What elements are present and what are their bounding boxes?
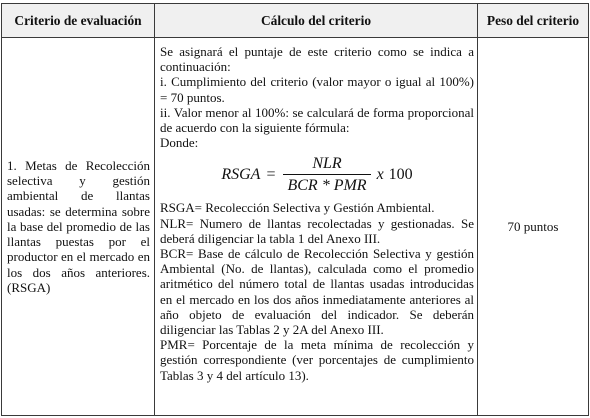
header-peso: Peso del criterio: [478, 4, 589, 38]
formula-denominator: BCR * PMR: [283, 174, 370, 194]
calc-item-ii: ii. Valor menor al 100%: se calculará de forma proporcional de acuerdo con la siguiente fórmula:: [160, 104, 474, 136]
calc-donde: Donde:: [160, 135, 199, 151]
header-calculo: Cálculo del criterio: [155, 4, 478, 38]
def-bcr: BCR= Base de cálculo de Recolección Selectiva y gestión Ambiental (No. de llantas), calculada como el promedio aritmético del número total de llantas usadas introducidas en el mercado en los dos años inmediatamente anteriores al año objeto de evaluación del indicador. Se deberán diligenciar las Tablas 2 y 2A del Anexo III.: [160, 246, 474, 338]
calc-intro: Se asignará el puntaje de este criterio como se indica a continuación:: [160, 44, 474, 75]
criterion-cell: 1. Metas de Recolección selectiva y gestión ambiental de llantas usadas: se determina sobre la base del promedio de las llantas puestas por el productor en el mercado en los dos años anteriores. (RSGA): [2, 38, 155, 416]
weight-cell: 70 puntos: [478, 38, 589, 416]
def-rsga: RSGA= Recolección Selectiva y Gestión Ambiental.: [160, 200, 435, 216]
table-row: [2, 38, 589, 416]
criteria-table: [1, 3, 589, 416]
header-criterio: Criterio de evaluación: [2, 4, 155, 38]
formula-lhs: RSGA: [221, 166, 261, 184]
def-nlr: NLR= Numero de llantas recolectadas y gestionadas. Se deberá diligenciar la tabla 1 del Anexo III.: [160, 215, 474, 246]
formula: [160, 152, 474, 198]
formula-fraction: [283, 156, 370, 194]
formula-equals: =: [266, 166, 276, 184]
header-row: [2, 4, 589, 38]
calculation-cell: [155, 38, 478, 416]
formula-times: x: [376, 166, 384, 184]
def-pmr: PMR= Porcentaje de la meta mínima de recolección y gestión correspondiente (ver porcentajes de cumplimiento Tablas 3 y 4 del artículo 13).: [160, 337, 474, 383]
formula-numerator: NLR: [312, 155, 342, 173]
calc-item-i: i. Cumplimiento del criterio (valor mayor o igual al 100%) = 70 puntos.: [160, 74, 474, 105]
formula-factor: 100: [388, 166, 413, 184]
